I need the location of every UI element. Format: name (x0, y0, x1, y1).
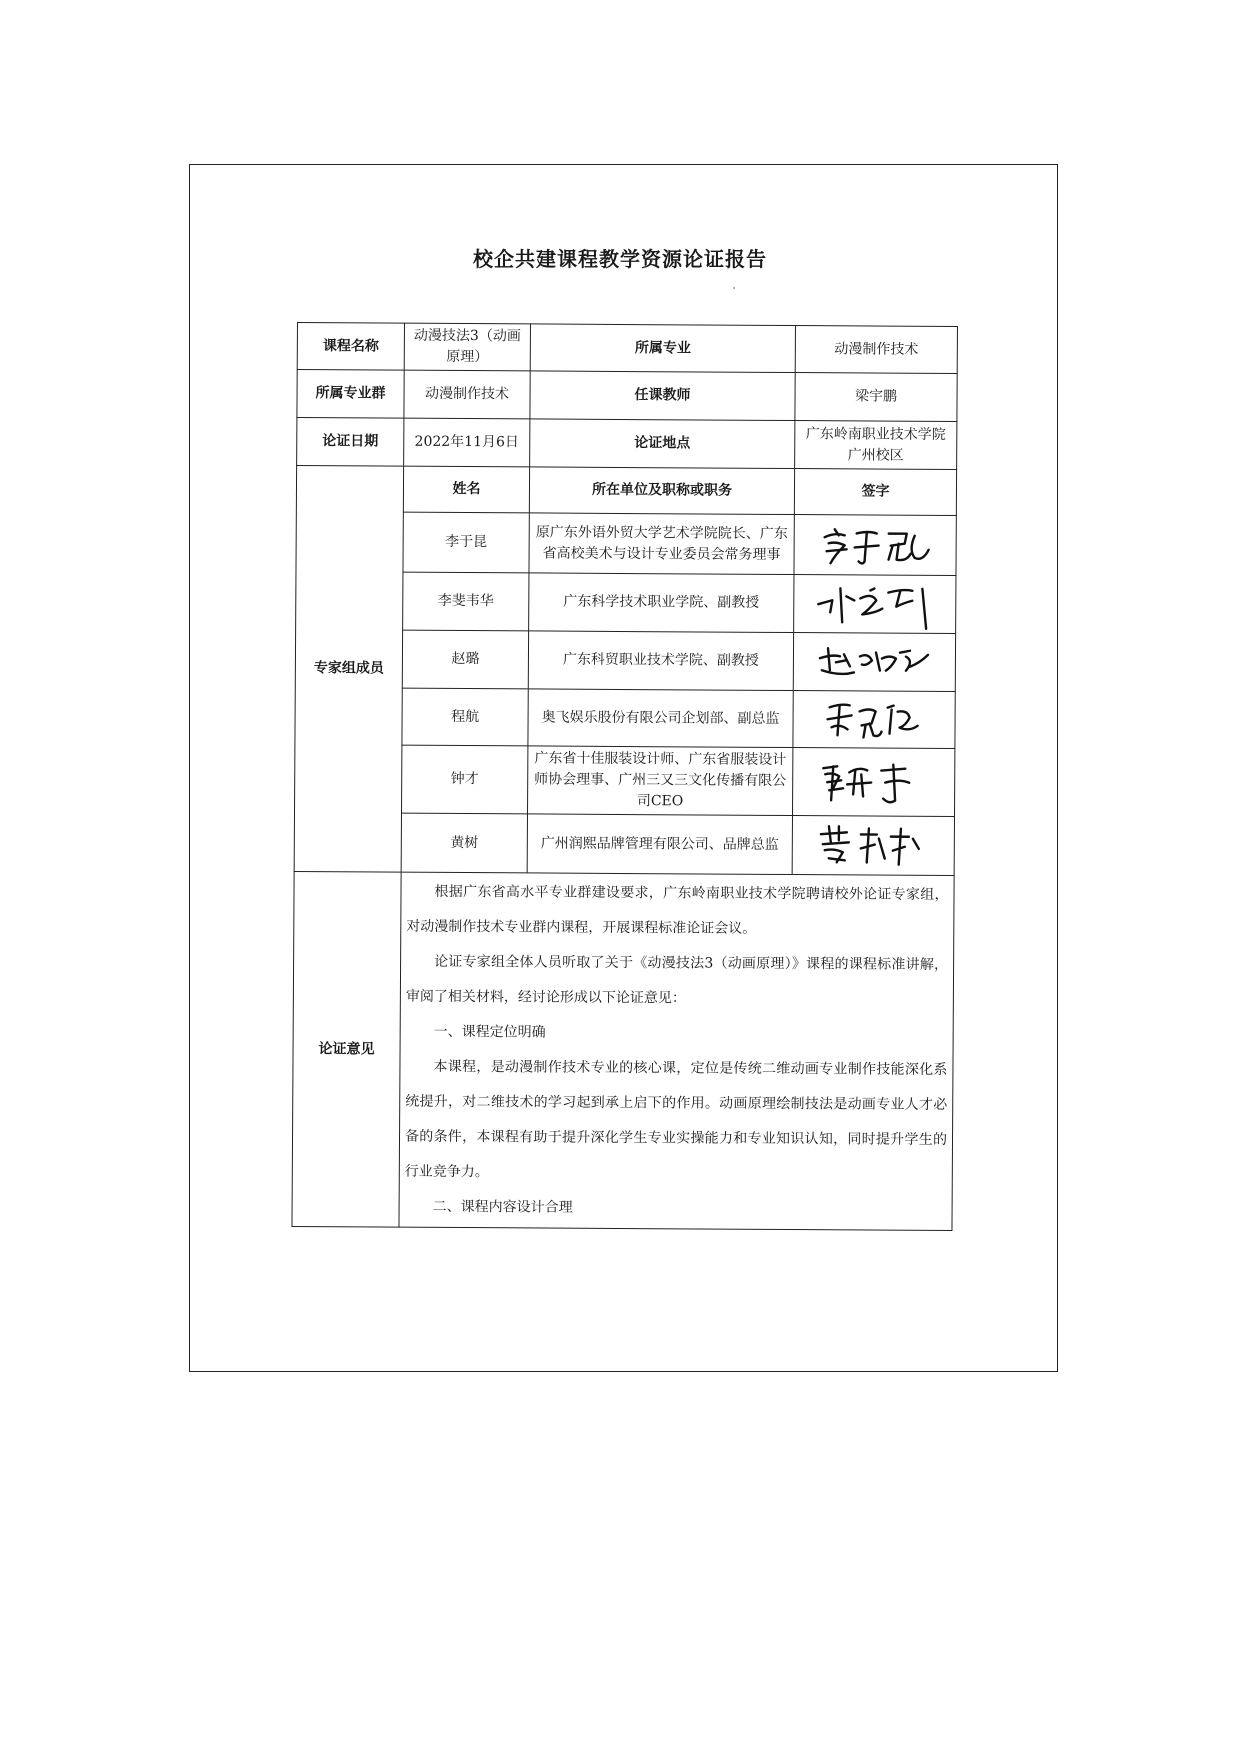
opinion-paragraph: 本课程，是动漫制作技术专业的核心课，定位是传统二维动画专业制作技能深化系统提升，对二维技术的学习起到承上启下的作用。动画原理绘制技法是动画专业人才必备的条件，本课程有助于提升深化学生专业实操能力和专业知识认知，同时提升学生的行业竞争力。 (404, 1058, 948, 1181)
signature-cheng-hang (793, 691, 955, 749)
opinion-paragraph: 根据广东省高水平专业群建设要求，广东岭南职业技术学院聘请校外论证专家组，对动漫制作技术专业群内课程，开展课程标准论证会议。 (406, 883, 949, 937)
place-label: 论证地点 (530, 419, 795, 469)
expert-unit: 广州润熙品牌管理有限公司、品牌总监 (527, 814, 792, 875)
expert-unit: 原广东外语外贸大学艺术学院院长、广东省高校美术与设计专业委员会常务理事 (529, 513, 794, 575)
expert-name: 赵璐 (402, 630, 528, 689)
expert-unit: 广东省十佳服装设计师、广东省服装设计师协会理事、广州三又三文化传播有限公司CEO (527, 746, 792, 816)
col-unit-header: 所在单位及职称或职务 (529, 467, 794, 515)
course-name-value: 动漫技法3（动画原理） (404, 323, 530, 371)
report-title: 校企共建课程教学资源论证报告 (473, 247, 767, 271)
scan-speck (733, 287, 735, 289)
report-table (291, 322, 958, 1231)
opinion-label: 论证意见 (292, 871, 401, 1227)
opinion-heading: 一、课程定位明确 (433, 1023, 546, 1041)
place-value: 广东岭南职业技术学院广州校区 (795, 421, 957, 470)
expert-unit: 广东科学技术职业学院、副教授 (529, 573, 794, 633)
major-label: 所属专业 (530, 324, 795, 373)
signature-zhong-cai (792, 748, 954, 817)
expert-name: 黄树 (401, 813, 527, 873)
experts-section-label: 专家组成员 (294, 466, 403, 873)
expert-name: 钟才 (402, 745, 528, 814)
date-value: 2022年11月6日 (404, 418, 530, 467)
col-sign-header: 签字 (794, 469, 956, 516)
signature-li-yukun (794, 515, 956, 576)
row-opinion (292, 871, 954, 1230)
opinion-paragraph: 论证专家组全体人员听取了关于《动漫技法3（动画原理）》课程的课程标准讲解，审阅了相关材料，经讨论形成以下论证意见： (405, 953, 949, 1007)
group-label: 所属专业群 (297, 370, 404, 419)
expert-unit: 广东科贸职业技术学院、副教授 (528, 631, 793, 691)
course-name-label: 课程名称 (297, 323, 404, 371)
signature-zhao-lu (793, 633, 955, 692)
signature-li-feiweihua (794, 575, 956, 634)
row-group (297, 370, 957, 422)
opinion-text (399, 872, 954, 1230)
group-value: 动漫制作技术 (404, 370, 530, 419)
expert-unit: 奥飞娱乐股份有限公司企划部、副总监 (528, 689, 793, 748)
date-label: 论证日期 (297, 418, 404, 467)
expert-name: 程航 (402, 688, 528, 746)
opinion-heading: 二、课程内容设计合理 (432, 1198, 573, 1216)
teacher-label: 任课教师 (530, 371, 795, 421)
major-value: 动漫制作技术 (795, 326, 957, 374)
row-course (297, 323, 957, 374)
row-expert-header (296, 466, 956, 516)
expert-name: 李于昆 (403, 512, 529, 573)
signature-huang-shu (792, 816, 954, 876)
row-date (297, 418, 957, 470)
teacher-value: 梁宇鹏 (795, 373, 957, 422)
expert-name: 李斐韦华 (403, 572, 529, 631)
col-name-header: 姓名 (403, 466, 529, 513)
